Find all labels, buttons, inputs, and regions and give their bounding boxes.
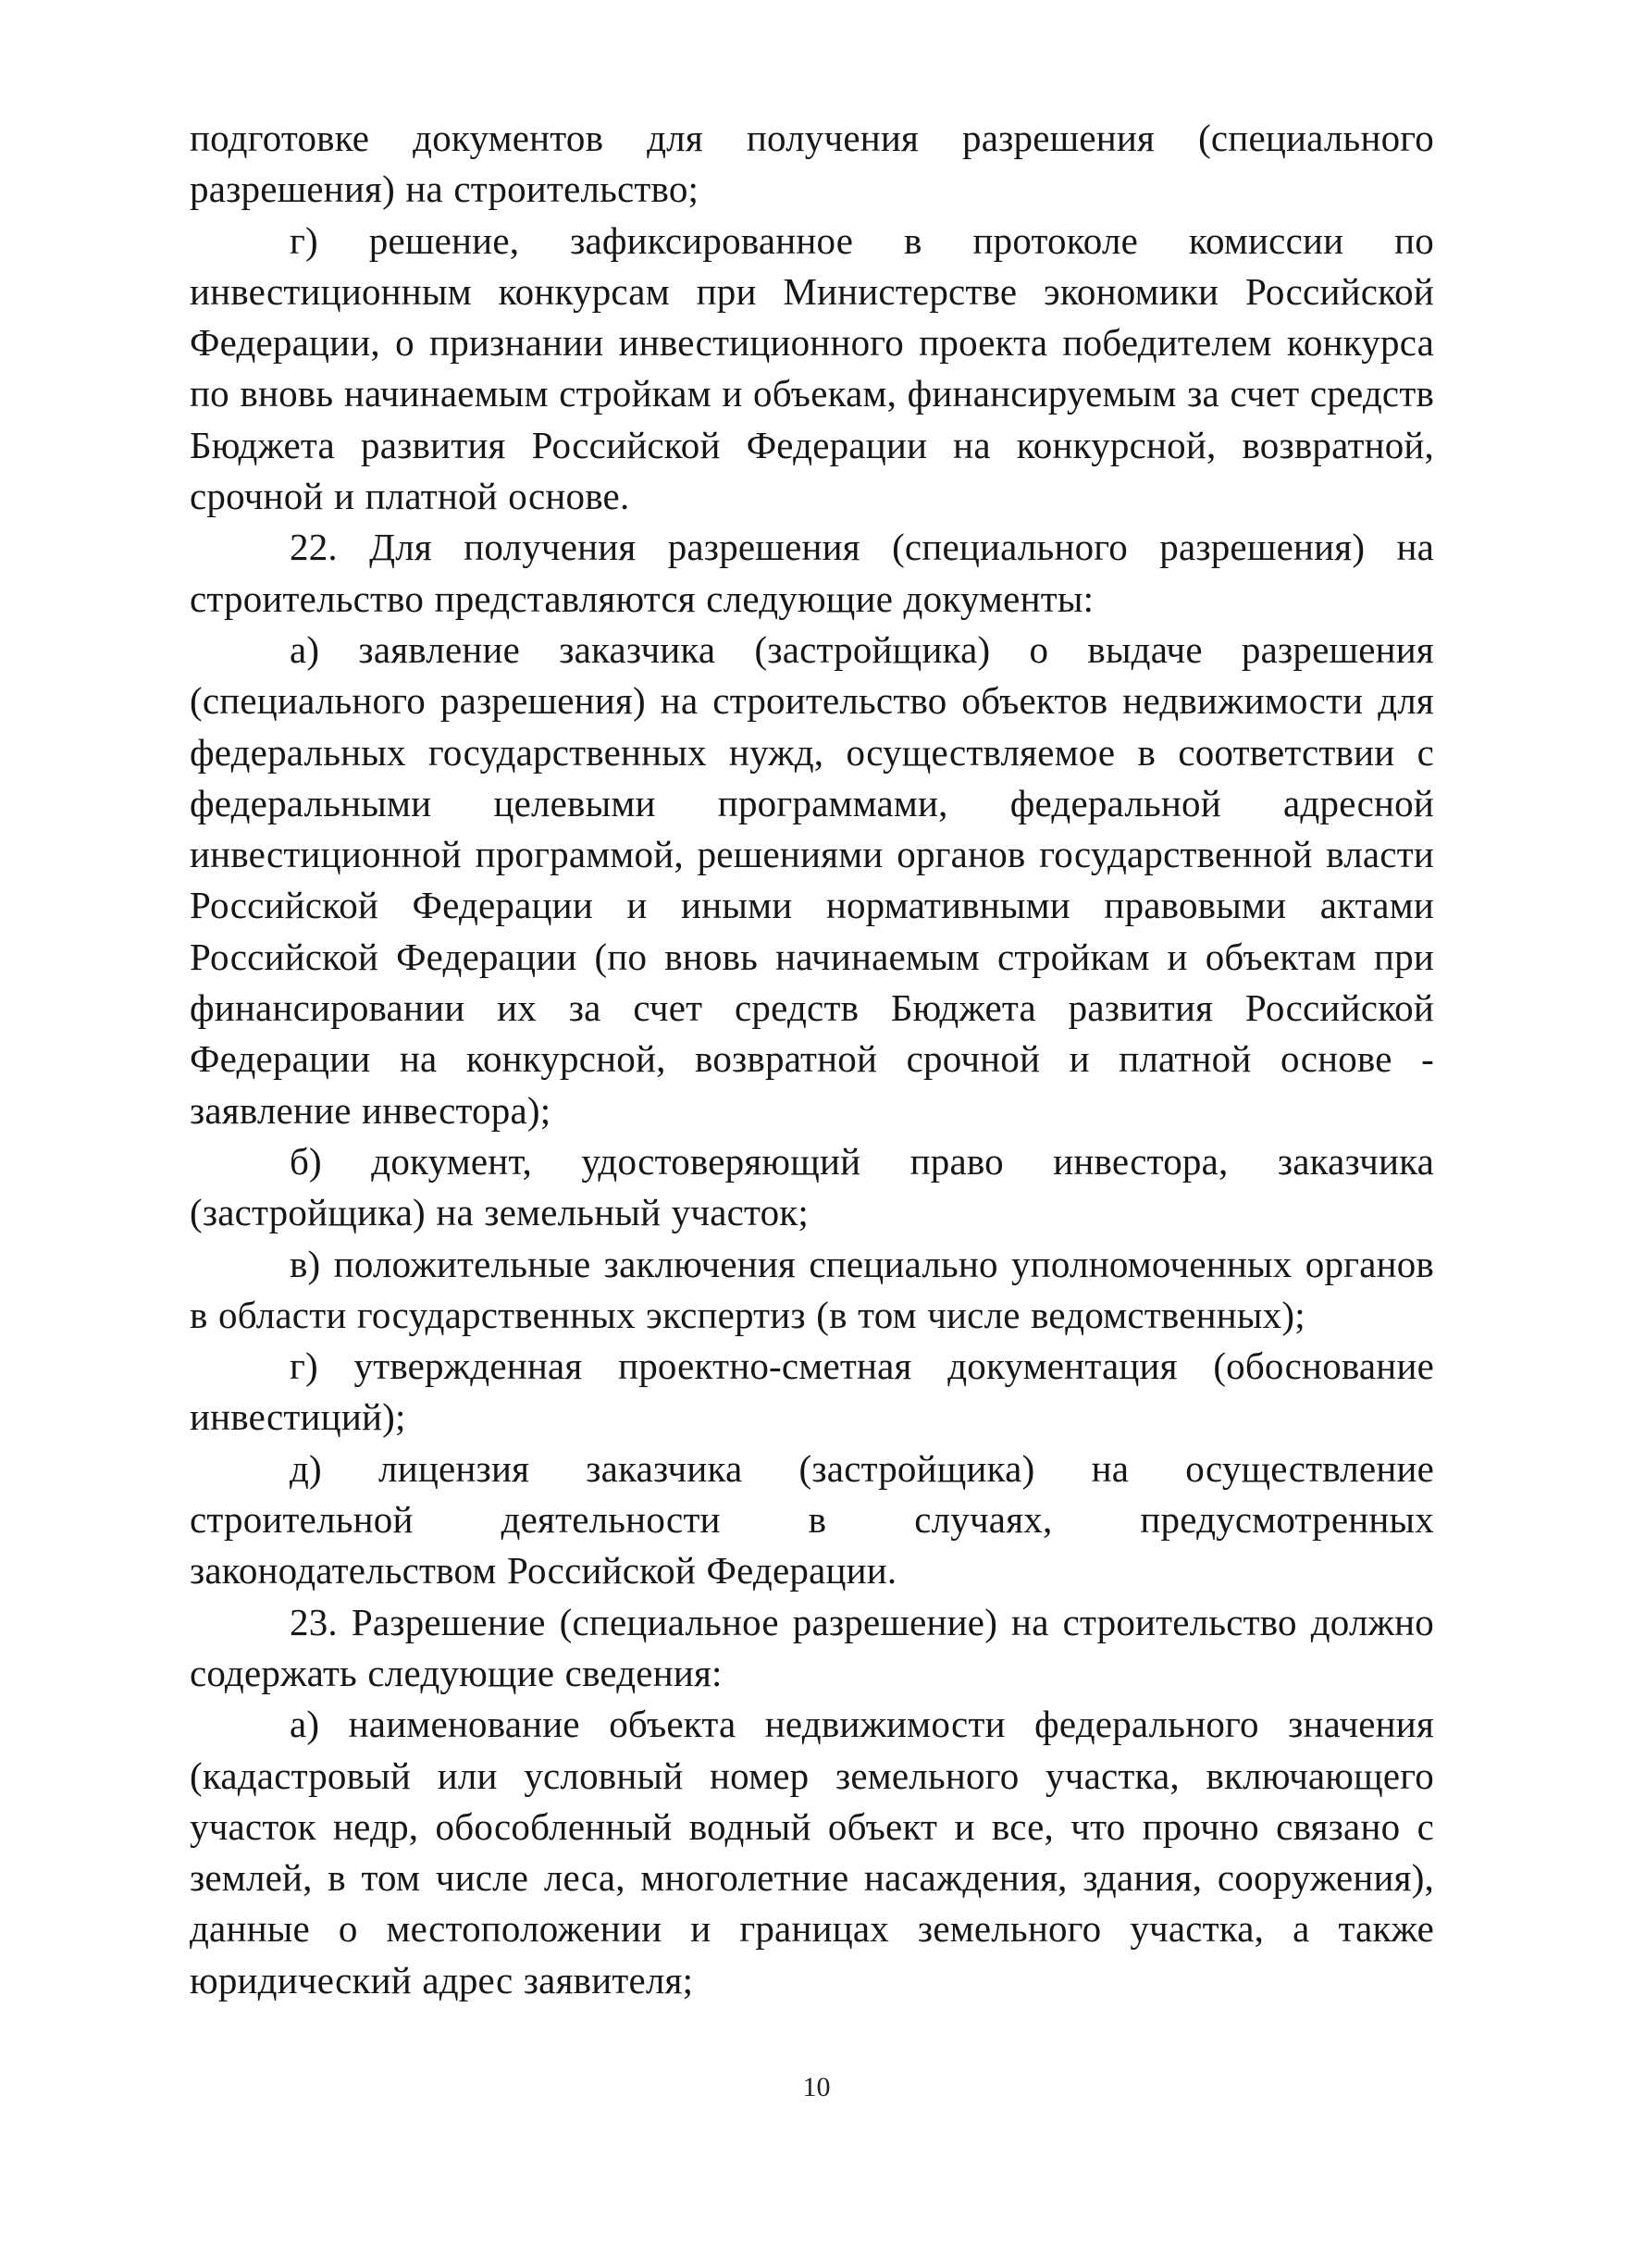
paragraph-section-22: 22. Для получения разрешения (специального разрешения) на строительство представляются следующие документы: — [190, 526, 1434, 620]
paragraph-continuation: подготовке документов для получения разрешения (специального разрешения) на строительство; — [190, 117, 1434, 211]
paragraph-section-23: 23. Разрешение (специальное разрешение) на строительство должно содержать следующие сведения: — [190, 1600, 1434, 1694]
paragraph-item-b-land-right: б) документ, удостоверяющий право инвестора, заказчика (застройщика) на земельный участок; — [190, 1139, 1434, 1234]
page-number: 10 — [802, 2072, 831, 2102]
document-body — [190, 113, 1434, 2006]
paragraph-item-v-expertise: в) положительные заключения специально уполномоченных органов в области государственных экспертиз (в том числе ведомственных); — [190, 1242, 1434, 1336]
paragraph-item-a-object-name: а) наименование объекта недвижимости федерального значения (кадастровый или условный номер земельного участка, включающего участок недр, обособленный водный объект и все, что прочно связано с землей, в том числе леса, многолетние насаждения, здания, сооружения), данные о местоположении и границах земельного участка, а также юридический адрес заявителя; — [190, 1703, 1434, 2002]
paragraph-item-d-license: д) лицензия заказчика (застройщика) на осуществление строительной деятельности в случаях, предусмотренных законодательством Российской Федерации. — [190, 1446, 1434, 1593]
paragraph-item-g-decision: г) решение, зафиксированное в протоколе комиссии по инвестиционным конкурсам при Министерстве экономики Российской Федерации, о признании инвестиционного проекта победителем конкурса по вновь начинаемым стройкам и объекам, финансируемым за счет средств Бюджета развития Российской Федерации на конкурсной, возвратной, срочной и платной основе. — [190, 218, 1434, 518]
paragraph-item-a-application: а) заявление заказчика (застройщика) о выдаче разрешения (специального разрешения) на строительство объектов недвижимости для федеральных государственных нужд, осуществляемое в соответствии с федеральными целевыми программами, федеральной адресной инвестиционной программой, решениями органов государственной власти Российской Федерации и иными нормативными правовыми актами Российской Федерации (по вновь начинаемым стройкам и объектам при финансировании их за счет средств Бюджета развития Российской Федерации на конкурсной, возвратной срочной и платной основе - заявление инвестора); — [190, 627, 1434, 1132]
paragraph-item-g-documentation: г) утвержденная проектно-сметная документация (обоснование инвестиций); — [190, 1345, 1434, 1439]
